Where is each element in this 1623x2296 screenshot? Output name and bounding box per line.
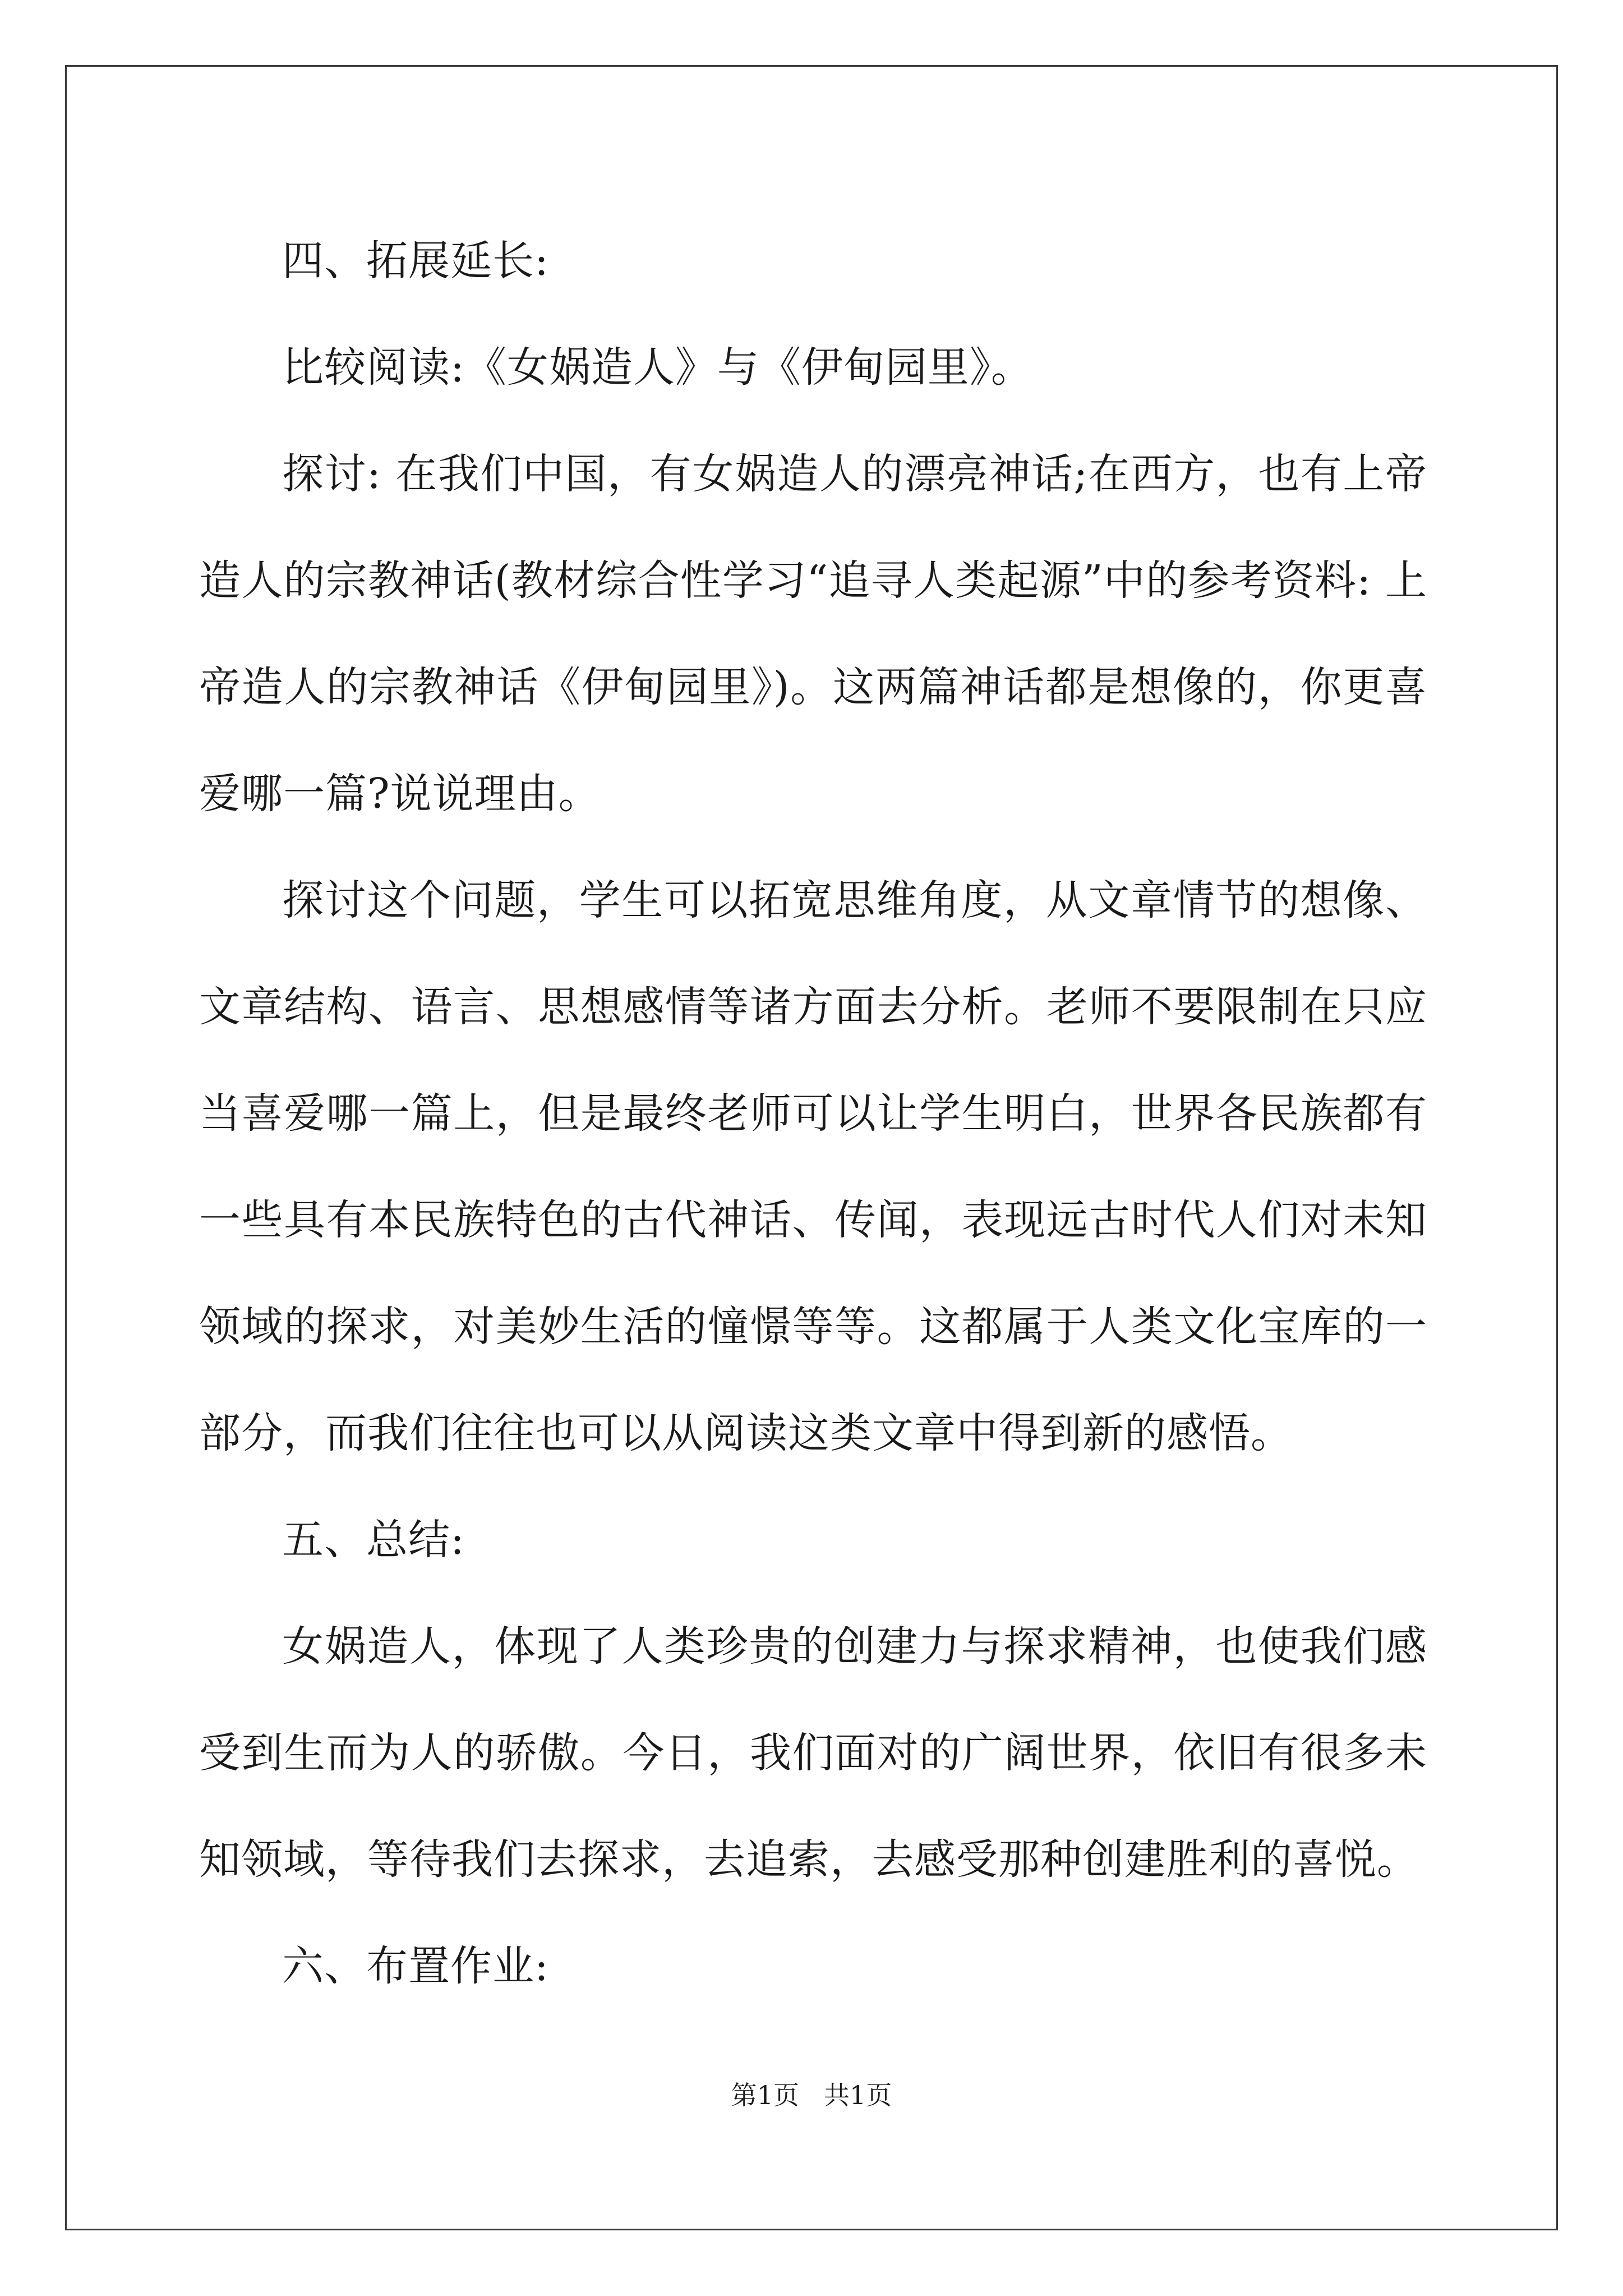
heading-extension: 四、拓展延长: bbox=[282, 237, 549, 285]
page-number-current: 第1页 bbox=[731, 2080, 799, 2110]
heading-homework: 六、布置作业: bbox=[282, 1942, 549, 1990]
document-body bbox=[199, 208, 1427, 2019]
paragraph-discussion: 探讨: 在我们中国，有女娲造人的漂亮神话;在西方，也有上帝造人的宗教神话(教材综合性学习“追寻人类起源”中的参考资料: 上帝造人的宗教神话《伊甸园里》)。这两篇神话都是想像的，你更喜爱哪一篇?说说理由。 bbox=[199, 450, 1427, 818]
paragraph-analysis: 探讨这个问题，学生可以拓宽思维角度，从文章情节的想像、文章结构、语言、思想感情等诸方面去分析。老师不要限制在只应当喜爱哪一篇上，但是最终老师可以让学生明白，世界各民族都有一些具有本民族特色的古代神话、传闻，表现远古时代人们对未知领域的探求，对美妙生活的憧憬等等。这都属于人类文化宝库的一部分，而我们往往也可以从阅读这类文章中得到新的感悟。 bbox=[199, 876, 1427, 1457]
page-number-total: 共1页 bbox=[824, 2080, 892, 2110]
heading-summary: 五、总结: bbox=[282, 1516, 465, 1564]
page-footer bbox=[0, 2078, 1623, 2112]
paragraph-comparative-reading: 比较阅读:《女娲造人》与《伊甸园里》。 bbox=[282, 343, 1033, 392]
paragraph-summary: 女娲造人，体现了人类珍贵的创建力与探求精神，也使我们感受到生而为人的骄傲。今日，我们面对的广阔世界，依旧有很多未知领域，等待我们去探求，去追索，去感受那种创建胜利的喜悦。 bbox=[199, 1622, 1427, 1884]
